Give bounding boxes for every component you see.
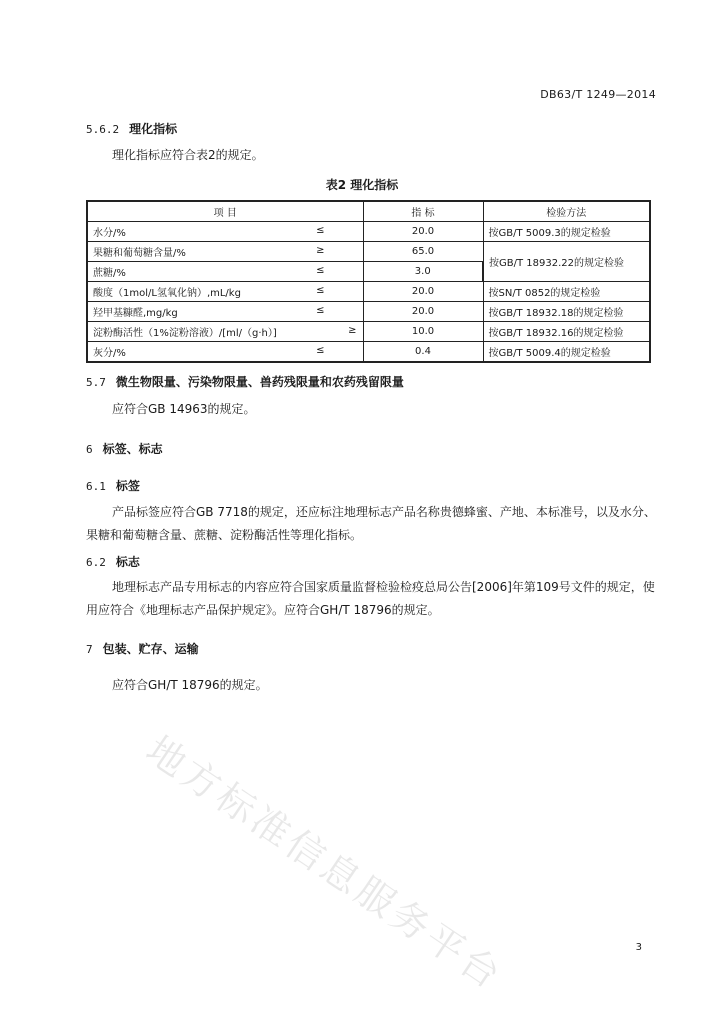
comparison-symbol: ≤ (316, 285, 325, 296)
limit-cell: 3.0 (363, 262, 483, 282)
item-cell (87, 282, 363, 302)
page-number: 3 (635, 942, 642, 953)
table-caption: 表2 理化指标 (325, 178, 399, 192)
item-name: 灰分/% (93, 348, 126, 359)
header-limit: 指 标 (363, 201, 483, 222)
heading-5-6-2 (86, 120, 177, 137)
paragraph-7: 应符合GH/T 18796的规定。 (112, 678, 268, 692)
comparison-symbol: ≤ (316, 265, 325, 276)
paragraph-5-6-2: 理化指标应符合表2的规定。 (112, 148, 264, 162)
header-item: 项 目 (87, 201, 363, 222)
heading-title: 标志 (115, 555, 140, 569)
limit-cell: 20.0 (363, 282, 483, 302)
item-cell (87, 242, 363, 262)
heading-6-2 (86, 553, 140, 570)
limit-cell: 20.0 (363, 302, 483, 322)
heading-6 (86, 440, 163, 457)
heading-title: 理化指标 (129, 122, 178, 136)
heading-number: 7 (86, 643, 93, 656)
method-cell: 按SN/T 0852的规定检验 (483, 282, 650, 302)
item-name: 羟甲基糠醛,mg/kg (93, 308, 178, 319)
standard-code: DB63/T 1249—2014 (540, 88, 656, 101)
limit-cell: 20.0 (363, 222, 483, 242)
comparison-symbol: ≥ (348, 325, 357, 336)
heading-number: 5.6.2 (86, 123, 120, 136)
item-cell (87, 222, 363, 242)
heading-title: 包装、贮存、运输 (102, 642, 199, 656)
table-row (87, 322, 650, 342)
limit-cell: 10.0 (363, 322, 483, 342)
table-row (87, 242, 650, 262)
table-row (87, 282, 650, 302)
item-name: 水分/% (93, 228, 126, 239)
item-cell (87, 262, 363, 282)
table-header-row (87, 201, 650, 222)
method-cell: 按GB/T 18932.18的规定检验 (483, 302, 650, 322)
comparison-symbol: ≤ (316, 345, 325, 356)
header-method: 检验方法 (483, 201, 650, 222)
table-row (87, 302, 650, 322)
spec-table (86, 200, 651, 363)
limit-cell: 65.0 (363, 242, 483, 262)
method-cell: 按GB/T 18932.16的规定检验 (483, 322, 650, 342)
item-name: 淀粉酶活性（1%淀粉溶液）/[ml/（g·h）] (93, 328, 277, 339)
heading-5-7 (86, 373, 404, 390)
heading-title: 标签 (115, 479, 140, 493)
heading-number: 6.1 (86, 480, 106, 493)
watermark: 地方标准信息服务平台 (138, 727, 512, 999)
item-cell (87, 302, 363, 322)
heading-7 (86, 640, 199, 657)
limit-cell: 0.4 (363, 342, 483, 363)
method-cell: 按GB/T 18932.22的规定检验 (483, 242, 650, 282)
heading-title: 标签、标志 (102, 442, 163, 456)
item-cell (87, 322, 363, 342)
table-row (87, 222, 650, 242)
heading-title: 微生物限量、污染物限量、兽药残限量和农药残留限量 (115, 375, 404, 389)
table-row (87, 342, 650, 363)
method-cell: 按GB/T 5009.3的规定检验 (483, 222, 650, 242)
item-cell (87, 342, 363, 363)
heading-number: 5.7 (86, 376, 106, 389)
heading-number: 6.2 (86, 556, 106, 569)
paragraph-6-2: 地理标志产品专用标志的内容应符合国家质量监督检验检疫总局公告[2006]年第109号文件的规定，使用应符合《地理标志产品保护规定》。应符合GH/T 18796的规定。 (86, 580, 655, 617)
item-name: 果糖和葡萄糖含量/% (93, 248, 186, 259)
item-name: 蔗糖/% (93, 268, 126, 279)
paragraph-6-1: 产品标签应符合GB 7718的规定，还应标注地理标志产品名称贵德蜂蜜、产地、本标准号，以及水分、果糖和葡萄糖含量、蔗糖、淀粉酶活性等理化指标。 (86, 505, 656, 542)
paragraph-5-7: 应符合GB 14963的规定。 (112, 402, 256, 416)
heading-number: 6 (86, 443, 93, 456)
comparison-symbol: ≥ (316, 245, 325, 256)
heading-6-1 (86, 477, 140, 494)
comparison-symbol: ≤ (316, 225, 325, 236)
method-cell: 按GB/T 5009.4的规定检验 (483, 342, 650, 363)
item-name: 酸度（1mol/L氢氧化钠）,mL/kg (93, 288, 241, 299)
comparison-symbol: ≤ (316, 305, 325, 316)
